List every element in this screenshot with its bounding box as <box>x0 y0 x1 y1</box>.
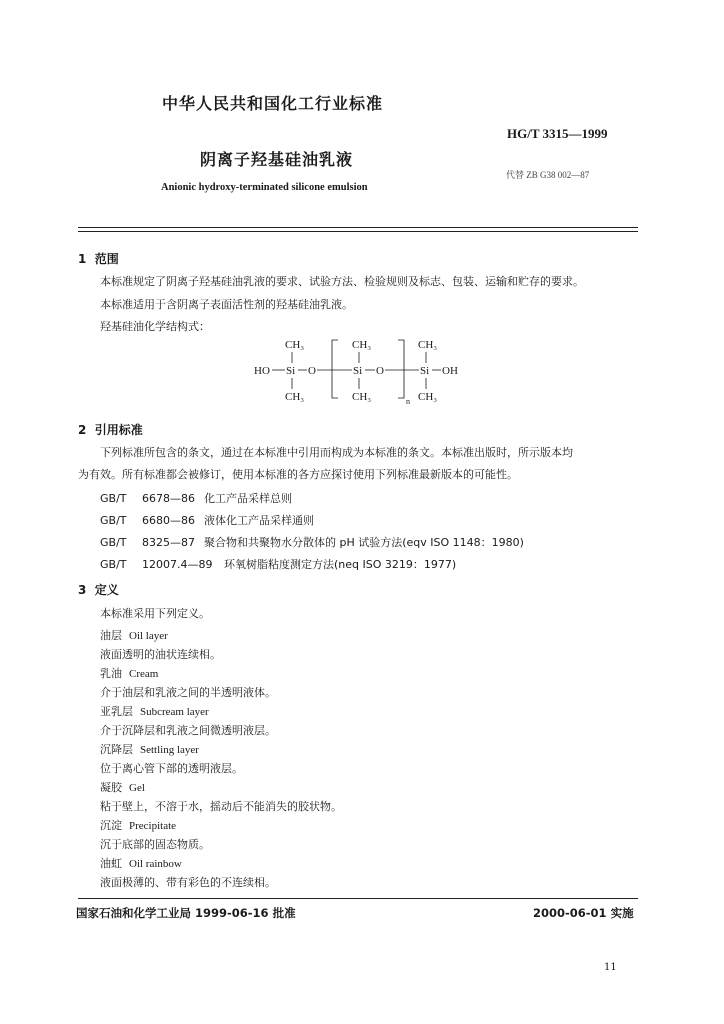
definition-term <box>100 665 158 681</box>
footer-rule <box>78 898 638 899</box>
silicon-label: Si <box>286 365 296 377</box>
repeat-count-label: n <box>406 397 410 406</box>
reference-item <box>100 490 292 506</box>
definition-text: 位于离心管下部的透明液层。 <box>100 762 243 775</box>
reference-item <box>100 534 524 550</box>
header-rule-top <box>78 227 638 228</box>
paragraph: 羟基硅油化学结构式： <box>100 320 210 333</box>
section-title: 引用标准 <box>94 423 143 437</box>
term-cn: 沉淀 <box>100 819 122 832</box>
definition-text: 液面透明的油状连续相。 <box>100 648 221 661</box>
section-1-heading <box>78 250 119 267</box>
definition-text: 沉于底部的固态物质。 <box>100 838 210 851</box>
chemical-structure-formula <box>240 332 480 408</box>
section-title: 定义 <box>94 583 119 597</box>
term-en: Precipitate <box>129 820 177 832</box>
definition-term <box>100 741 199 757</box>
term-en: Oil layer <box>129 630 168 642</box>
term-en: Cream <box>129 668 159 680</box>
standard-number: HG/T 3315—1999 <box>507 126 608 141</box>
section-3-heading <box>78 581 119 598</box>
page-number: 11 <box>604 962 617 973</box>
reference-code: GB/T <box>100 514 127 527</box>
methyl-group-label: CH₃ <box>418 391 438 403</box>
reference-number: 8325—87 <box>142 536 195 549</box>
reference-number: 12007.4—89 <box>142 558 213 571</box>
paragraph: 下列标准所包含的条文，通过在本标准中引用而构成为本标准的条文。本标准出版时，所示版本均 <box>100 446 573 459</box>
english-title: Anionic hydroxy-terminated silicone emulsion <box>161 182 368 193</box>
paragraph: 本标准采用下列定义。 <box>100 607 210 620</box>
term-cn: 乳油 <box>100 667 122 680</box>
term-cn: 凝胶 <box>100 781 122 794</box>
reference-title: 聚合物和共聚物水分散体的 pH 试验方法(eqv ISO 1148：1980) <box>204 536 524 549</box>
term-cn: 油层 <box>100 629 122 642</box>
reference-code: GB/T <box>100 492 127 505</box>
reference-number: 6680—86 <box>142 514 195 527</box>
reference-title: 液体化工产品采样通则 <box>204 514 314 527</box>
term-en: Oil rainbow <box>129 858 182 870</box>
hydroxyl-label: OH <box>442 365 458 377</box>
header-rule-bottom <box>78 231 638 232</box>
term-cn: 亚乳层 <box>100 705 133 718</box>
term-cn: 沉降层 <box>100 743 133 756</box>
reference-title: 环氧树脂粘度测定方法(neq ISO 3219：1977) <box>224 558 457 571</box>
approval-note: 国家石油和化学工业局 1999-06-16 批准 <box>76 906 296 920</box>
term-en: Settling layer <box>140 744 199 756</box>
paragraph: 为有效。所有标准都会被修订，使用本标准的各方应探讨使用下列标准最新版本的可能性。 <box>78 468 518 481</box>
definition-term <box>100 703 209 719</box>
document-title: 阴离子羟基硅油乳液 <box>200 150 354 169</box>
reference-item <box>100 512 314 528</box>
definition-text: 粘于壁上，不溶于水，摇动后不能消失的胶状物。 <box>100 800 342 813</box>
silicon-label: Si <box>420 365 430 377</box>
oxygen-label: O <box>376 365 384 377</box>
section-number: 2 <box>78 423 87 437</box>
reference-code: GB/T <box>100 536 127 549</box>
methyl-group-label: CH₃ <box>285 391 305 403</box>
definition-term <box>100 817 176 833</box>
definition-term <box>100 855 182 871</box>
section-2-heading <box>78 421 143 438</box>
reference-number: 6678—86 <box>142 492 195 505</box>
methyl-group-label: CH₃ <box>352 339 372 351</box>
section-number: 1 <box>78 252 87 266</box>
definition-text: 液面极薄的、带有彩色的不连续相。 <box>100 876 276 889</box>
definition-text: 介于沉降层和乳液之间微透明液层。 <box>100 724 276 737</box>
effective-date-note: 2000-06-01 实施 <box>533 906 634 920</box>
standard-body-title: 中华人民共和国化工行业标准 <box>162 94 384 113</box>
methyl-group-label: CH₃ <box>418 339 438 351</box>
methyl-group-label: CH₃ <box>352 391 372 403</box>
paragraph: 本标准规定了阴离子羟基硅油乳液的要求、试验方法、检验规则及标志、包装、运输和贮存的要求。 <box>100 275 584 288</box>
definition-text: 介于油层和乳液之间的半透明液体。 <box>100 686 276 699</box>
reference-code: GB/T <box>100 558 127 571</box>
paragraph: 本标准适用于含阴离子表面活性剂的羟基硅油乳液。 <box>100 298 353 311</box>
definition-term <box>100 779 145 795</box>
section-number: 3 <box>78 583 87 597</box>
definition-term <box>100 627 168 643</box>
reference-title: 化工产品采样总则 <box>204 492 292 505</box>
term-en: Subcream layer <box>140 706 209 718</box>
reference-item <box>100 556 456 572</box>
replaces-note: 代替 ZB G38 002—87 <box>506 170 590 180</box>
term-cn: 油虹 <box>100 857 122 870</box>
methyl-group-label: CH₃ <box>285 339 305 351</box>
term-en: Gel <box>129 782 145 794</box>
hydroxyl-label: HO <box>254 365 270 377</box>
silicon-label: Si <box>353 365 363 377</box>
oxygen-label: O <box>308 365 316 377</box>
section-title: 范围 <box>94 252 119 266</box>
